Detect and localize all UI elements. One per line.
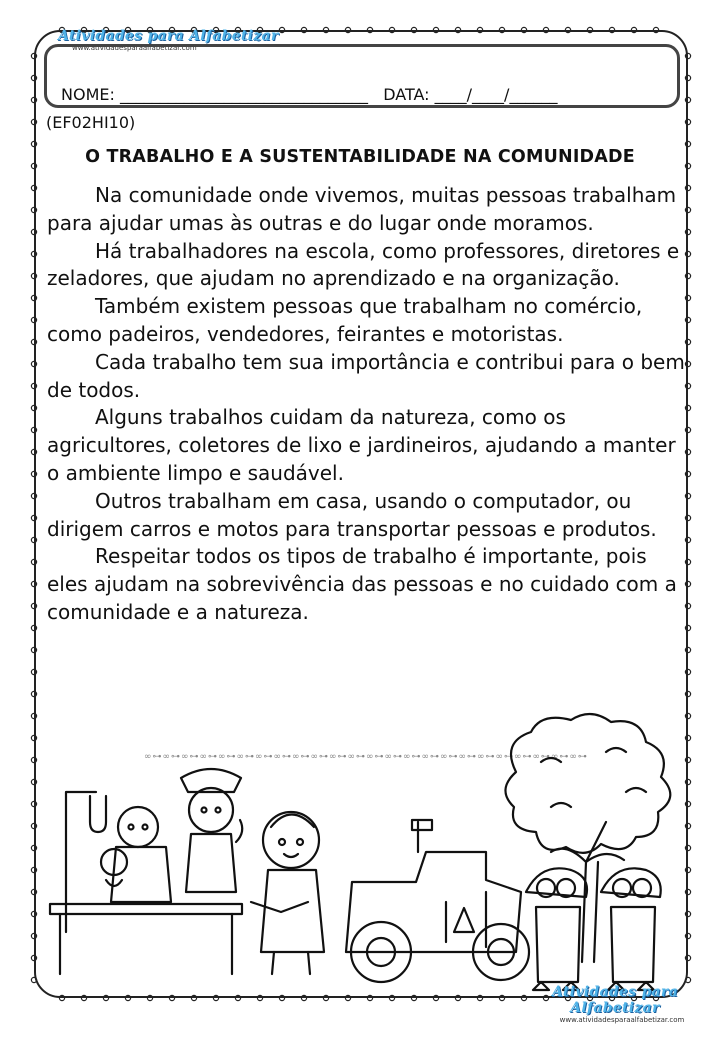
border-dot (685, 53, 690, 58)
border-dot (685, 845, 690, 850)
paragraph: Outros trabalham em casa, usando o computador, ou dirigem carros e motos para transportar pessoas e produtos. (47, 488, 657, 541)
border-dot (191, 995, 196, 1000)
page-title: O TRABALHO E A SUSTENTABILIDADE NA COMUNIDADE (85, 147, 635, 167)
border-dot (345, 27, 350, 32)
border-dot (31, 427, 36, 432)
border-dot (685, 823, 690, 828)
border-dot (31, 779, 36, 784)
border-dot (587, 27, 592, 32)
border-dot (411, 995, 416, 1000)
border-dot (685, 889, 690, 894)
border-dot (31, 977, 36, 982)
border-dot (367, 995, 372, 1000)
border-dot (31, 933, 36, 938)
border-dot (31, 647, 36, 652)
paragraph: Respeitar todos os tipos de trabalho é importante, pois eles ajudam na sobrevivência das pessoas e no cuidado com a comunidade e a natureza. (47, 544, 677, 624)
border-dot (31, 669, 36, 674)
border-dot (609, 27, 614, 32)
border-dot (685, 713, 690, 718)
border-dot (31, 119, 36, 124)
paragraph: Também existem pessoas que trabalham no comércio, como padeiros, vendedores, feirantes e motoristas. (47, 294, 643, 346)
border-dot (685, 867, 690, 872)
paragraph: Na comunidade onde vivemos, muitas pessoas trabalham para ajudar umas às outras e do lugar onde moramos. (47, 183, 677, 235)
date-field[interactable]: ____/____/______ (434, 85, 558, 104)
border-dot (323, 27, 328, 32)
border-dot (31, 53, 36, 58)
border-dot (685, 977, 690, 982)
border-dot (31, 361, 36, 366)
border-dot (31, 955, 36, 960)
border-dot (685, 141, 690, 146)
name-date-row (61, 85, 557, 104)
border-dot (685, 97, 690, 102)
border-dot (477, 27, 482, 32)
border-dot (301, 995, 306, 1000)
border-dot (685, 801, 690, 806)
border-dot (685, 955, 690, 960)
border-dot (31, 691, 36, 696)
border-dot (169, 995, 174, 1000)
border-dot (31, 75, 36, 80)
border-dot (279, 995, 284, 1000)
reading-text (47, 182, 687, 627)
border-dot (31, 493, 36, 498)
border-dot (31, 405, 36, 410)
border-dot (477, 995, 482, 1000)
border-dot (31, 867, 36, 872)
border-dot (685, 691, 690, 696)
border-dot (685, 669, 690, 674)
decorative-dots-left (30, 52, 38, 982)
border-dot (685, 779, 690, 784)
border-dot (323, 995, 328, 1000)
logo-url: www.atividadesparaalfabetizar.com (72, 44, 197, 52)
name-field[interactable]: _______________________________ (119, 85, 368, 104)
border-dot (411, 27, 416, 32)
border-dot (433, 995, 438, 1000)
vet-with-dog-drawing (50, 792, 242, 974)
border-dot (31, 273, 36, 278)
border-dot (31, 295, 36, 300)
date-label: DATA: (383, 85, 430, 104)
paragraph: Alguns trabalhos cuidam da natureza, como os agricultores, coletores de lixo e jardineiros, ajudando a manter o ambiente limpo e saudável. (47, 405, 676, 485)
border-dot (565, 27, 570, 32)
border-dot (543, 27, 548, 32)
name-label: NOME: (61, 85, 115, 104)
border-dot (235, 995, 240, 1000)
border-dot (257, 995, 262, 1000)
paragraph: Há trabalhadores na escola, como professores, diretores e zeladores, que ajudam no aprendizado e na organização. (47, 238, 680, 291)
border-dot (389, 27, 394, 32)
ornament-divider: ∞⊶∞⊶∞⊶∞⊶∞⊶∞⊶∞⊶∞⊶∞⊶∞⊶∞⊶∞⊶∞⊶∞⊶∞⊶∞⊶∞⊶∞⊶∞⊶∞⊶∞⊶∞⊶∞⊶∞⊶ (144, 752, 588, 762)
border-dot (59, 995, 64, 1000)
border-dot (455, 27, 460, 32)
teacher-drawing (251, 812, 324, 974)
tree-drawing (505, 714, 670, 962)
border-dot (31, 449, 36, 454)
border-dot (31, 823, 36, 828)
logo-script: Atividades para Alfabetizar (58, 28, 279, 44)
border-dot (31, 559, 36, 564)
jeep-drawing (346, 820, 529, 982)
border-dot (31, 383, 36, 388)
border-dot (31, 845, 36, 850)
logo-script: Atividades para Alfabetizar (552, 984, 678, 1016)
border-dot (685, 933, 690, 938)
border-dot (31, 515, 36, 520)
border-dot (31, 339, 36, 344)
border-dot (653, 27, 658, 32)
border-dot (631, 27, 636, 32)
border-dot (31, 603, 36, 608)
border-dot (433, 27, 438, 32)
border-dot (31, 625, 36, 630)
border-dot (31, 801, 36, 806)
border-dot (31, 581, 36, 586)
curriculum-code: (EF02HI10) (46, 113, 136, 132)
border-dot (685, 735, 690, 740)
logo-bottom (510, 984, 720, 1024)
border-dot (31, 471, 36, 476)
border-dot (31, 713, 36, 718)
border-dot (81, 995, 86, 1000)
border-dot (31, 911, 36, 916)
border-dot (345, 995, 350, 1000)
border-dot (31, 317, 36, 322)
border-dot (31, 229, 36, 234)
border-dot (31, 97, 36, 102)
border-dot (31, 889, 36, 894)
border-dot (103, 995, 108, 1000)
logo-url: www.atividadesparaalfabetizar.com (559, 1016, 685, 1024)
border-dot (31, 207, 36, 212)
border-dot (31, 757, 36, 762)
border-dot (499, 995, 504, 1000)
border-dot (521, 27, 526, 32)
border-dot (685, 75, 690, 80)
border-dot (31, 251, 36, 256)
border-dot (279, 27, 284, 32)
border-dot (455, 995, 460, 1000)
border-dot (147, 995, 152, 1000)
border-dot (389, 995, 394, 1000)
border-dot (367, 27, 372, 32)
police-kid-drawing (181, 769, 242, 892)
explorer-kids-drawing (526, 868, 661, 990)
border-dot (31, 141, 36, 146)
border-dot (125, 995, 130, 1000)
border-dot (685, 119, 690, 124)
workers-illustration (46, 712, 686, 994)
border-dot (685, 757, 690, 762)
border-dot (301, 27, 306, 32)
name-date-box (44, 44, 680, 108)
border-dot (31, 537, 36, 542)
border-dot (685, 911, 690, 916)
border-dot (213, 995, 218, 1000)
paragraph: Cada trabalho tem sua importância e contribui para o bem de todos. (47, 349, 685, 402)
border-dot (499, 27, 504, 32)
border-dot (31, 735, 36, 740)
border-dot (31, 185, 36, 190)
border-dot (685, 647, 690, 652)
